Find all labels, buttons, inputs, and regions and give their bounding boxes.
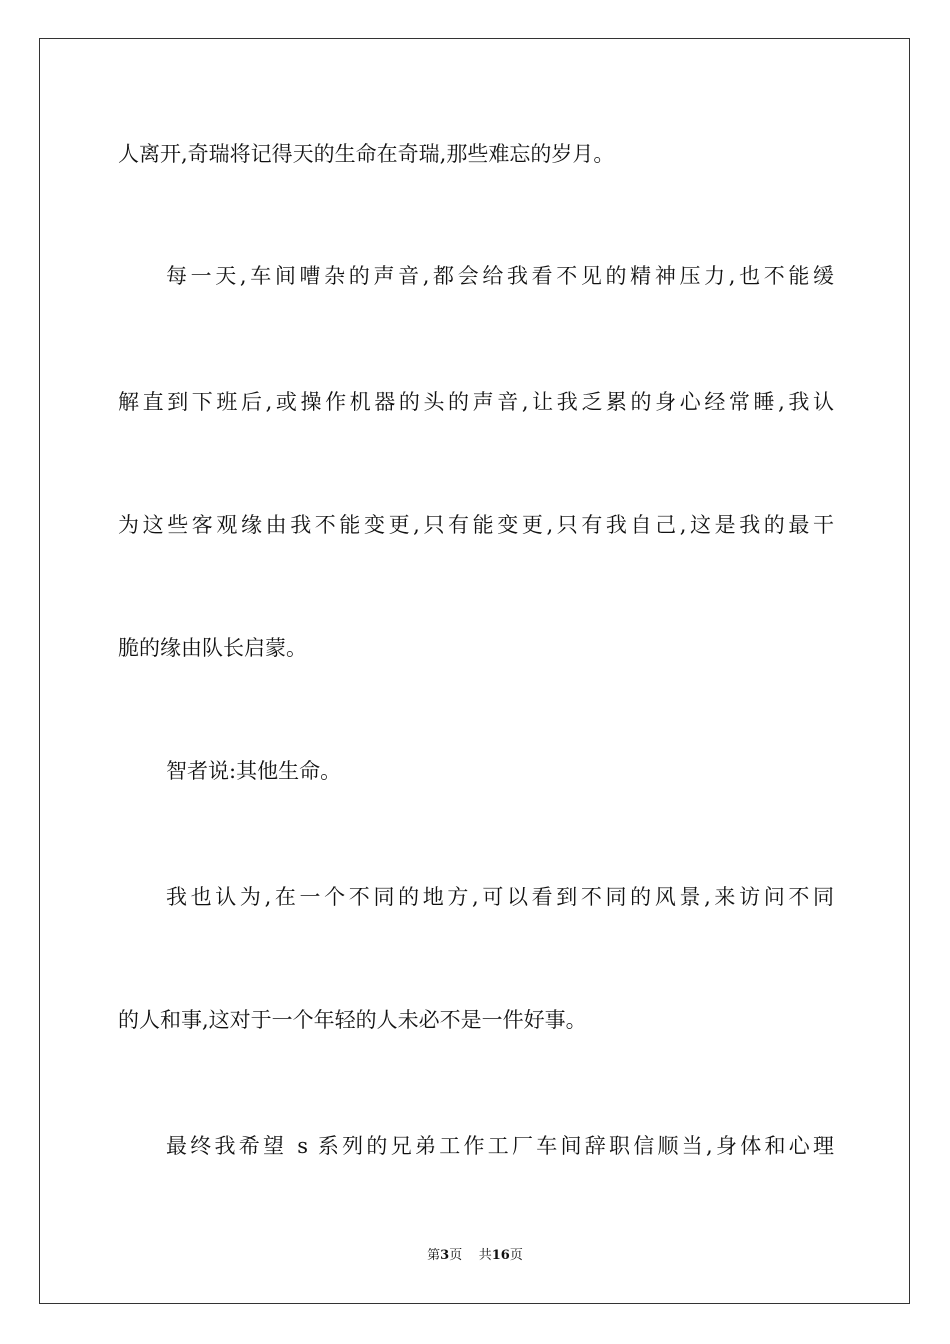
text-line-5: 脆的缘由队长启蒙。: [118, 636, 307, 660]
text-line-6: 智者说:其他生命。: [166, 759, 342, 783]
page-current: 3: [440, 1248, 450, 1263]
text-line-7: 我也认为,在一个不同的地方,可以看到不同的风景,来访问不同: [166, 885, 834, 909]
page-frame: [39, 38, 910, 1304]
page-prefix: 第: [427, 1248, 441, 1263]
text-line-3: 解直到下班后,或操作机器的头的声音,让我乏累的身心经常睡,我认: [118, 390, 834, 414]
page-total: 16: [491, 1248, 510, 1263]
text-line-2: 每一天,车间嘈杂的声音,都会给我看不见的精神压力,也不能缓: [166, 264, 834, 288]
total-prefix: 共: [478, 1248, 492, 1263]
page-suffix: 页: [449, 1248, 463, 1263]
text-line-1: 人离开,奇瑞将记得天的生命在奇瑞,那些难忘的岁月。: [118, 142, 615, 166]
total-suffix: 页: [509, 1248, 523, 1263]
text-line-8: 的人和事,这对于一个年轻的人未必不是一件好事。: [118, 1008, 587, 1032]
page-footer: [0, 1247, 950, 1265]
text-line-9: 最终我希望 s 系列的兄弟工作工厂车间辞职信顺当,身体和心理: [166, 1134, 834, 1158]
text-line-4: 为这些客观缘由我不能变更,只有能变更,只有我自己,这是我的最干: [118, 513, 834, 537]
